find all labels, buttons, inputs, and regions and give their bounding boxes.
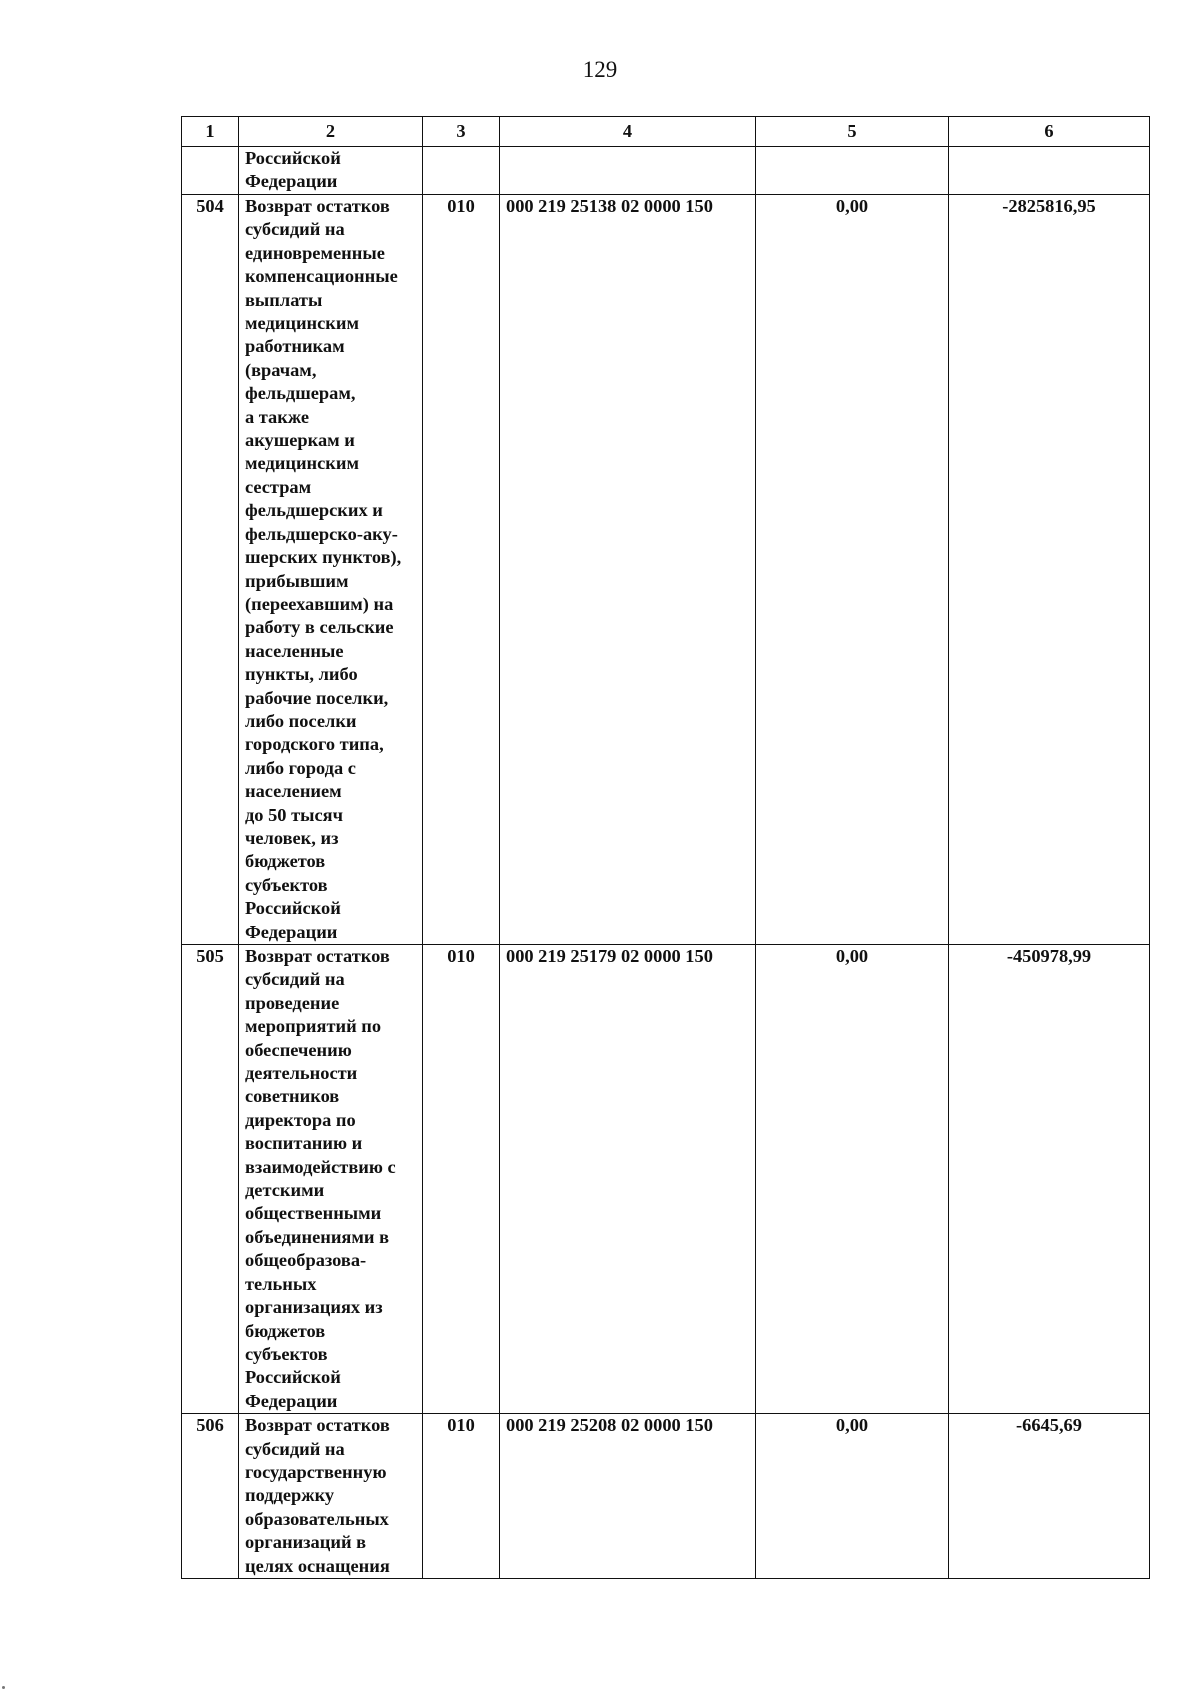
row-name-cell bbox=[239, 945, 423, 1414]
name-text-line: тельных bbox=[245, 1273, 317, 1294]
name-text-line: работу в сельские bbox=[245, 617, 394, 638]
column-header: 2 bbox=[239, 117, 423, 147]
name-text-line: акушеркам и bbox=[245, 430, 355, 451]
table-row bbox=[182, 195, 1150, 945]
name-text-line: рабочие поселки, bbox=[245, 687, 389, 708]
column-header: 5 bbox=[756, 117, 949, 147]
name-text-line: обеспечению bbox=[245, 1039, 352, 1060]
table-row bbox=[182, 945, 1150, 1414]
row-code-cell: 010 bbox=[423, 945, 500, 1414]
name-text-line: мероприятий по bbox=[245, 1016, 382, 1037]
row-value6-cell: -2825816,95 bbox=[949, 195, 1150, 945]
name-text-line: работникам bbox=[245, 336, 345, 357]
row-name-cell bbox=[239, 195, 423, 945]
page-number: 129 bbox=[582, 57, 618, 82]
name-text-line: детскими bbox=[245, 1180, 325, 1201]
name-text-line: а также bbox=[245, 406, 310, 427]
name-text-line: сестрам bbox=[245, 476, 312, 497]
row-number-cell: 505 bbox=[182, 945, 239, 1414]
name-text-line: Возврат остатков bbox=[245, 196, 390, 216]
name-text-line: Российской bbox=[245, 1367, 341, 1388]
budget-table bbox=[181, 116, 1150, 1579]
name-text-line: медицинским bbox=[245, 453, 360, 474]
row-number-cell: 506 bbox=[182, 1414, 239, 1579]
name-text-line: целях оснащения bbox=[245, 1555, 390, 1576]
name-text-line: деятельности bbox=[245, 1063, 358, 1084]
row-value6-cell bbox=[949, 147, 1150, 195]
name-text-line: шерских пунктов), bbox=[245, 547, 402, 568]
name-text-line: городского типа, bbox=[245, 734, 384, 755]
row-kbk-cell: 000 219 25179 02 0000 150 bbox=[500, 945, 756, 1414]
name-text-line: фельдшерских и bbox=[245, 500, 383, 521]
name-text-line: либо города с bbox=[245, 757, 356, 778]
table-row bbox=[182, 147, 1150, 195]
column-header: 1 bbox=[182, 117, 239, 147]
name-text-line: субсидий на bbox=[245, 1438, 345, 1459]
row-code-cell: 010 bbox=[423, 1414, 500, 1579]
column-header: 3 bbox=[423, 117, 500, 147]
name-text-line: субсидий на bbox=[245, 969, 345, 990]
row-value6-cell: -6645,69 bbox=[949, 1414, 1150, 1579]
name-text-line: прибывшим bbox=[245, 570, 349, 591]
table-row bbox=[182, 1414, 1150, 1579]
name-text-line: человек, из bbox=[245, 827, 339, 848]
column-header: 4 bbox=[500, 117, 756, 147]
scan-dot bbox=[2, 1686, 5, 1689]
name-text-line: медицинским bbox=[245, 313, 360, 334]
row-number-cell: 504 bbox=[182, 195, 239, 945]
name-text-line: проведение bbox=[245, 992, 340, 1013]
name-text-line: фельдшерам, bbox=[245, 383, 356, 404]
name-text-line: субсидий на bbox=[245, 219, 345, 240]
row-value5-cell: 0,00 bbox=[756, 945, 949, 1414]
name-text-line: Российской bbox=[245, 148, 341, 168]
name-text-line: фельдшерско-аку- bbox=[245, 523, 398, 544]
row-kbk-cell: 000 219 25138 02 0000 150 bbox=[500, 195, 756, 945]
row-value6-cell: -450978,99 bbox=[949, 945, 1150, 1414]
name-text-line: единовременные bbox=[245, 242, 385, 263]
name-text-line: объединениями в bbox=[245, 1226, 390, 1247]
name-text-line: взаимодействию с bbox=[245, 1156, 396, 1177]
table-header-row bbox=[182, 117, 1150, 147]
column-header: 6 bbox=[949, 117, 1150, 147]
name-text-line: Российской bbox=[245, 898, 341, 919]
name-text-line: организаций в bbox=[245, 1532, 367, 1553]
name-text-line: (переехавшим) на bbox=[245, 593, 394, 614]
name-text-line: Возврат остатков bbox=[245, 1415, 390, 1436]
row-name-cell bbox=[239, 147, 423, 195]
row-code-cell: 010 bbox=[423, 195, 500, 945]
name-text-line: населением bbox=[245, 781, 342, 802]
name-text-line: Федерации bbox=[245, 1390, 338, 1411]
row-value5-cell: 0,00 bbox=[756, 195, 949, 945]
row-value5-cell bbox=[756, 147, 949, 195]
name-text-line: компенсационные bbox=[245, 266, 398, 287]
name-text-line: директора по bbox=[245, 1109, 356, 1130]
name-text-line: Федерации bbox=[245, 921, 338, 942]
name-text-line: советников bbox=[245, 1086, 340, 1107]
name-text-line: общественными bbox=[245, 1203, 382, 1224]
name-text-line: Возврат остатков bbox=[245, 946, 390, 966]
name-text-line: либо поселки bbox=[245, 710, 357, 731]
row-value5-cell: 0,00 bbox=[756, 1414, 949, 1579]
name-text-line: воспитанию и bbox=[245, 1133, 363, 1154]
name-text-line: образовательных bbox=[245, 1508, 389, 1529]
name-text-line: бюджетов bbox=[245, 1320, 326, 1341]
name-text-line: населенные bbox=[245, 640, 344, 661]
name-text-line: выплаты bbox=[245, 289, 323, 310]
name-text-line: общеобразова- bbox=[245, 1250, 367, 1271]
row-name-cell bbox=[239, 1414, 423, 1579]
name-text-line: организациях из bbox=[245, 1297, 383, 1318]
name-text-line: (врачам, bbox=[245, 359, 317, 380]
name-text-line: пункты, либо bbox=[245, 664, 358, 685]
row-number-cell bbox=[182, 147, 239, 195]
row-kbk-cell bbox=[500, 147, 756, 195]
name-text-line: государственную bbox=[245, 1461, 387, 1482]
name-text-line: субъектов bbox=[245, 874, 328, 895]
name-text-line: Федерации bbox=[245, 171, 338, 192]
name-text-line: субъектов bbox=[245, 1343, 328, 1364]
name-text-line: до 50 тысяч bbox=[245, 804, 343, 825]
row-kbk-cell: 000 219 25208 02 0000 150 bbox=[500, 1414, 756, 1579]
name-text-line: бюджетов bbox=[245, 851, 326, 872]
name-text-line: поддержку bbox=[245, 1485, 335, 1506]
row-code-cell bbox=[423, 147, 500, 195]
